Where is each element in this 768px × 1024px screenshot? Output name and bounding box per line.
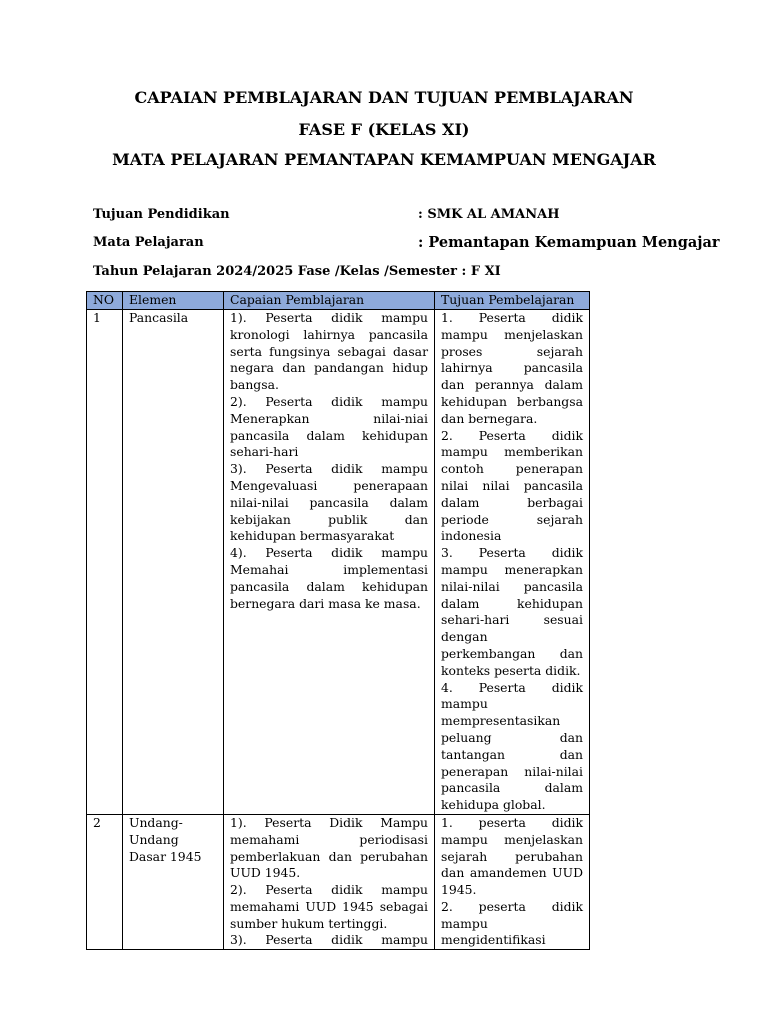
row-tujuan bbox=[435, 310, 590, 815]
tujuan-item: 4. Peserta didik mampu mempresentasikan peluang dan tantangan dan penerapan nilai-nilai pancasila dalam kehidupa global. bbox=[441, 679, 583, 813]
row-tujuan bbox=[435, 814, 590, 949]
capaian-item: 4). Peserta didik mampu Memahai implementasi pancasila dalam kehidupan bernegara dari masa ke masa. bbox=[230, 545, 428, 611]
tujuan-item: 1. peserta didik mampu menjelaskan sejarah perubahan dan amandemen UUD 1945. bbox=[441, 814, 583, 898]
document-subtitle-phase: FASE F (KELAS XI) bbox=[298, 120, 470, 139]
row-elemen: Undang-Undang Dasar 1945 bbox=[123, 814, 224, 949]
mata-pelajaran-value: : Pemantapan Kemampuan Mengajar bbox=[418, 234, 720, 251]
row-capaian bbox=[224, 814, 435, 949]
header-tujuan: Tujuan Pembelajaran bbox=[435, 292, 590, 310]
header-elemen: Elemen bbox=[123, 292, 224, 310]
capaian-item: 1). Peserta Didik Mampu memahami periodisasi pemberlakuan dan perubahan UUD 1945. bbox=[230, 814, 428, 881]
document-subtitle-subject: MATA PELAJARAN PEMANTAPAN KEMAMPUAN MENGAJAR bbox=[112, 150, 656, 169]
document-title: CAPAIAN PEMBLAJARAN DAN TUJUAN PEMBLAJARAN bbox=[134, 88, 634, 107]
mata-pelajaran-label: Mata Pelajaran bbox=[93, 235, 204, 250]
tujuan-item: 2. Peserta didik mampu memberikan contoh penerapan nilai nilai pancasila dalam berbagai periode sejarah indonesia bbox=[441, 427, 583, 544]
row-no: 1 bbox=[87, 310, 123, 815]
tujuan-pendidikan-label: Tujuan Pendidikan bbox=[93, 207, 230, 222]
tujuan-item: 1. Peserta didik mampu menjelaskan proses sejarah lahirnya pancasila dan perannya dalam kehidupan berbangsa dan bernegara. bbox=[441, 310, 583, 426]
table-row bbox=[87, 814, 590, 949]
table-header-row bbox=[87, 292, 590, 310]
tujuan-item: 3. Peserta didik mampu menerapkan nilai-nilai pancasila dalam kehidupan sehari-hari sesuai dengan perkembangan dan konteks peserta didik. bbox=[441, 545, 583, 678]
table-row bbox=[87, 310, 590, 815]
row-capaian bbox=[224, 310, 435, 815]
capaian-item: 2). Peserta didik mampu memahami UUD 1945 sebagai sumber hukum tertinggi. bbox=[230, 882, 428, 931]
capaian-item: 3). Peserta didik mampu Mengevaluasi penerapaan nilai-nilai pancasila dalam kebijakan publik dan kehidupan bermasyarakat bbox=[230, 461, 428, 544]
row-no: 2 bbox=[87, 814, 123, 949]
header-capaian: Capaian Pemblajaran bbox=[224, 292, 435, 310]
row-elemen: Pancasila bbox=[123, 310, 224, 815]
tujuan-pendidikan-value: : SMK AL AMANAH bbox=[418, 207, 560, 222]
capaian-item: 1). Peserta didik mampu kronologi lahirnya pancasila serta fungsinya sebagai dasar negara dan pandangan hidup bangsa. bbox=[230, 310, 428, 393]
tujuan-item: 2. peserta didik mampu mengidentifikasi bbox=[441, 898, 583, 948]
tahun-pelajaran-line: Tahun Pelajaran 2024/2025 Fase /Kelas /Semester : F XI bbox=[93, 264, 501, 279]
header-no: NO bbox=[87, 292, 123, 310]
capaian-item: 2). Peserta didik mampu Menerapkan nilai-niai pancasila dalam kehidupan sehari-hari bbox=[230, 393, 428, 460]
capaian-item: 3). Peserta didik mampu bbox=[230, 932, 428, 948]
capaian-table bbox=[86, 291, 590, 950]
